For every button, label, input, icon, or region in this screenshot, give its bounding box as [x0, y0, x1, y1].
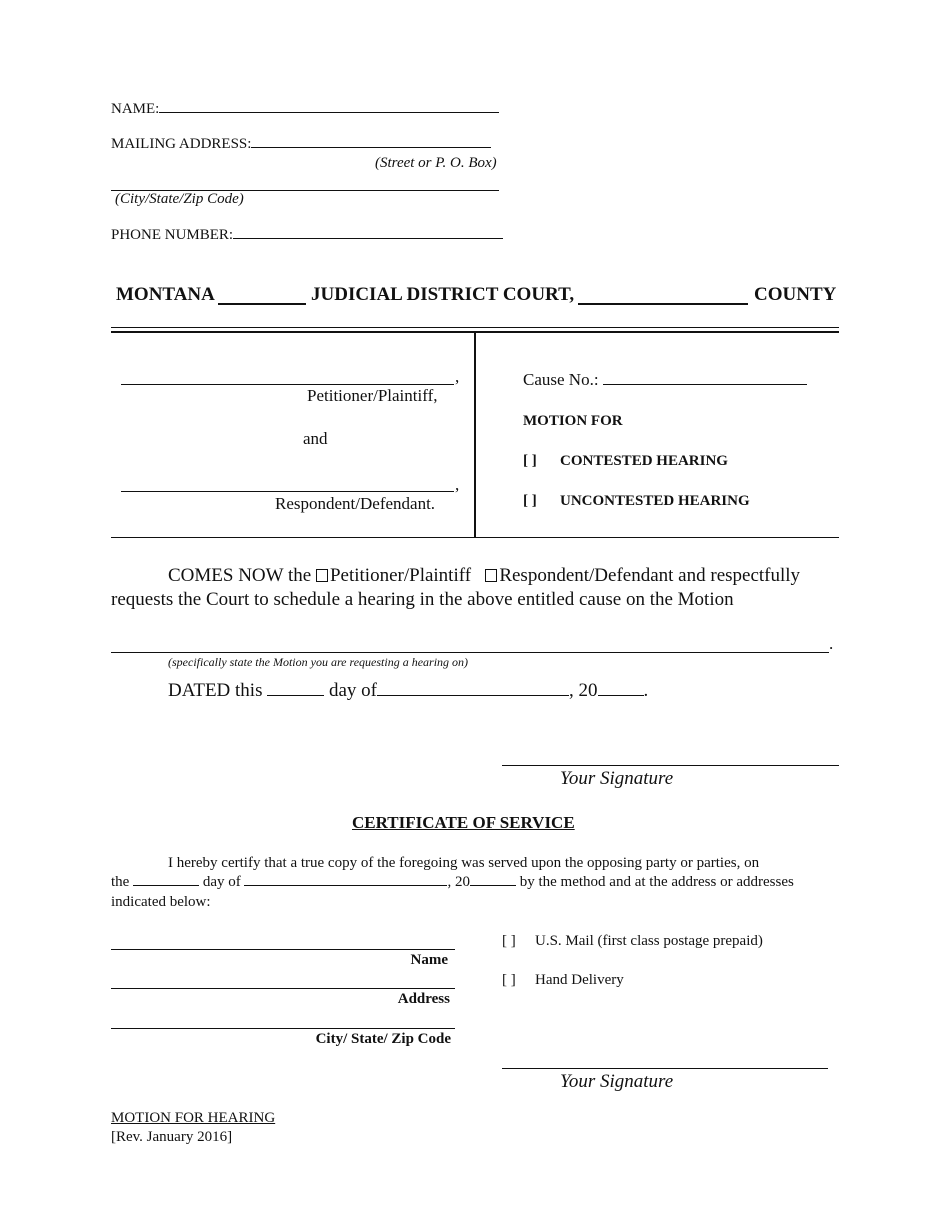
certificate-year-prefix: , 20 — [447, 874, 470, 890]
name-label: NAME: — [111, 101, 160, 117]
respondent-label: Respondent/Defendant. — [275, 494, 436, 513]
mailing-row — [111, 136, 491, 153]
petitioner-option-label: Petitioner/Plaintiff — [329, 565, 472, 586]
hand-option-label: Hand Delivery — [535, 972, 624, 988]
dated-year-field[interactable] — [598, 694, 644, 696]
certificate-month-field[interactable] — [244, 884, 447, 886]
signature-line[interactable] — [502, 765, 839, 766]
petitioner-label: Petitioner/Plaintiff, — [307, 386, 438, 405]
court-text: JUDICIAL DISTRICT COURT, — [311, 284, 575, 305]
certificate-year-field[interactable] — [470, 884, 516, 886]
service-city-field[interactable] — [111, 1028, 455, 1029]
motion-field[interactable] — [111, 652, 829, 653]
court-state: MONTANA — [116, 284, 215, 305]
county-field[interactable] — [578, 303, 748, 305]
dated-day-field[interactable] — [267, 694, 324, 696]
certificate-line-3: indicated below: — [111, 894, 211, 910]
cause-field[interactable] — [603, 383, 807, 385]
district-field[interactable] — [218, 303, 306, 305]
dated-this-label: DATED this — [168, 680, 263, 701]
name-row — [111, 101, 499, 118]
caption-top-rule — [111, 327, 839, 328]
certificate-line-2 — [111, 874, 794, 891]
service-address-label: Address — [397, 991, 450, 1007]
phone-row — [111, 227, 503, 244]
service-city-label: City/ State/ Zip Code — [315, 1031, 451, 1047]
petitioner-comma: , — [455, 367, 460, 386]
dated-year-prefix: , 20 — [569, 680, 598, 701]
phone-field[interactable] — [233, 237, 503, 239]
uncontested-label: UNCONTESTED HEARING — [560, 493, 750, 509]
service-name-label: Name — [410, 952, 448, 968]
caption-bottom-rule — [111, 537, 839, 538]
respondent-field[interactable] — [121, 491, 454, 492]
signature-label: Your Signature — [560, 768, 674, 789]
and-label: and — [303, 429, 328, 448]
mail-checkbox[interactable]: [ ] — [502, 933, 516, 949]
mailing-field[interactable] — [251, 146, 491, 148]
motion-period: . — [829, 634, 834, 653]
footer-form-title: MOTION FOR HEARING — [111, 1110, 276, 1126]
street-hint: (Street or P. O. Box) — [375, 155, 497, 171]
footer-revision: [Rev. January 2016] — [111, 1129, 233, 1145]
service-signature-label: Your Signature — [560, 1071, 674, 1092]
mail-option-label: U.S. Mail (first class postage prepaid) — [535, 933, 763, 949]
cause-label: Cause No.: — [523, 370, 599, 389]
hand-checkbox[interactable]: [ ] — [502, 972, 516, 988]
city-hint: (City/State/Zip Code) — [115, 191, 244, 207]
contested-label: CONTESTED HEARING — [560, 453, 728, 469]
cause-row — [523, 370, 807, 390]
dated-line — [168, 680, 648, 702]
service-name-field[interactable] — [111, 949, 455, 950]
name-field[interactable] — [159, 111, 499, 113]
petitioner-option-checkbox[interactable] — [316, 569, 328, 582]
caption-divider — [474, 332, 476, 538]
certificate-day-of: day of — [202, 874, 241, 890]
certificate-day-field[interactable] — [133, 884, 199, 886]
dated-day-of-label: day of — [328, 680, 377, 701]
uncontested-checkbox[interactable]: [ ] — [523, 493, 537, 509]
dated-month-field[interactable] — [377, 694, 569, 696]
phone-label: PHONE NUMBER: — [111, 227, 234, 243]
contested-checkbox[interactable]: [ ] — [523, 453, 537, 469]
mailing-label: MAILING ADDRESS: — [111, 136, 252, 152]
court-county: COUNTY — [754, 284, 837, 305]
comes-now-line — [168, 565, 800, 587]
respondent-comma: , — [455, 475, 460, 494]
certificate-title: CERTIFICATE OF SERVICE — [352, 813, 575, 832]
certificate-line-1: I hereby certify that a true copy of the foregoing was served upon the opposing party or parties, on — [168, 855, 760, 871]
dated-period: . — [643, 680, 649, 701]
respondent-option-label: Respondent/Defendant and respectfully — [499, 565, 801, 586]
motion-for-label: MOTION FOR — [523, 413, 623, 429]
respondent-option-checkbox[interactable] — [485, 569, 497, 582]
petitioner-field[interactable] — [121, 384, 454, 385]
certificate-the: the — [111, 874, 130, 890]
request-line: requests the Court to schedule a hearing in the above entitled cause on the Motion — [111, 589, 734, 610]
service-signature-line[interactable] — [502, 1068, 828, 1069]
certificate-line-2-tail: by the method and at the address or addresses — [519, 874, 794, 890]
service-address-field[interactable] — [111, 988, 455, 989]
motion-hint: (specifically state the Motion you are requesting a hearing on) — [168, 655, 469, 669]
comes-now-text: COMES NOW the — [168, 565, 312, 586]
